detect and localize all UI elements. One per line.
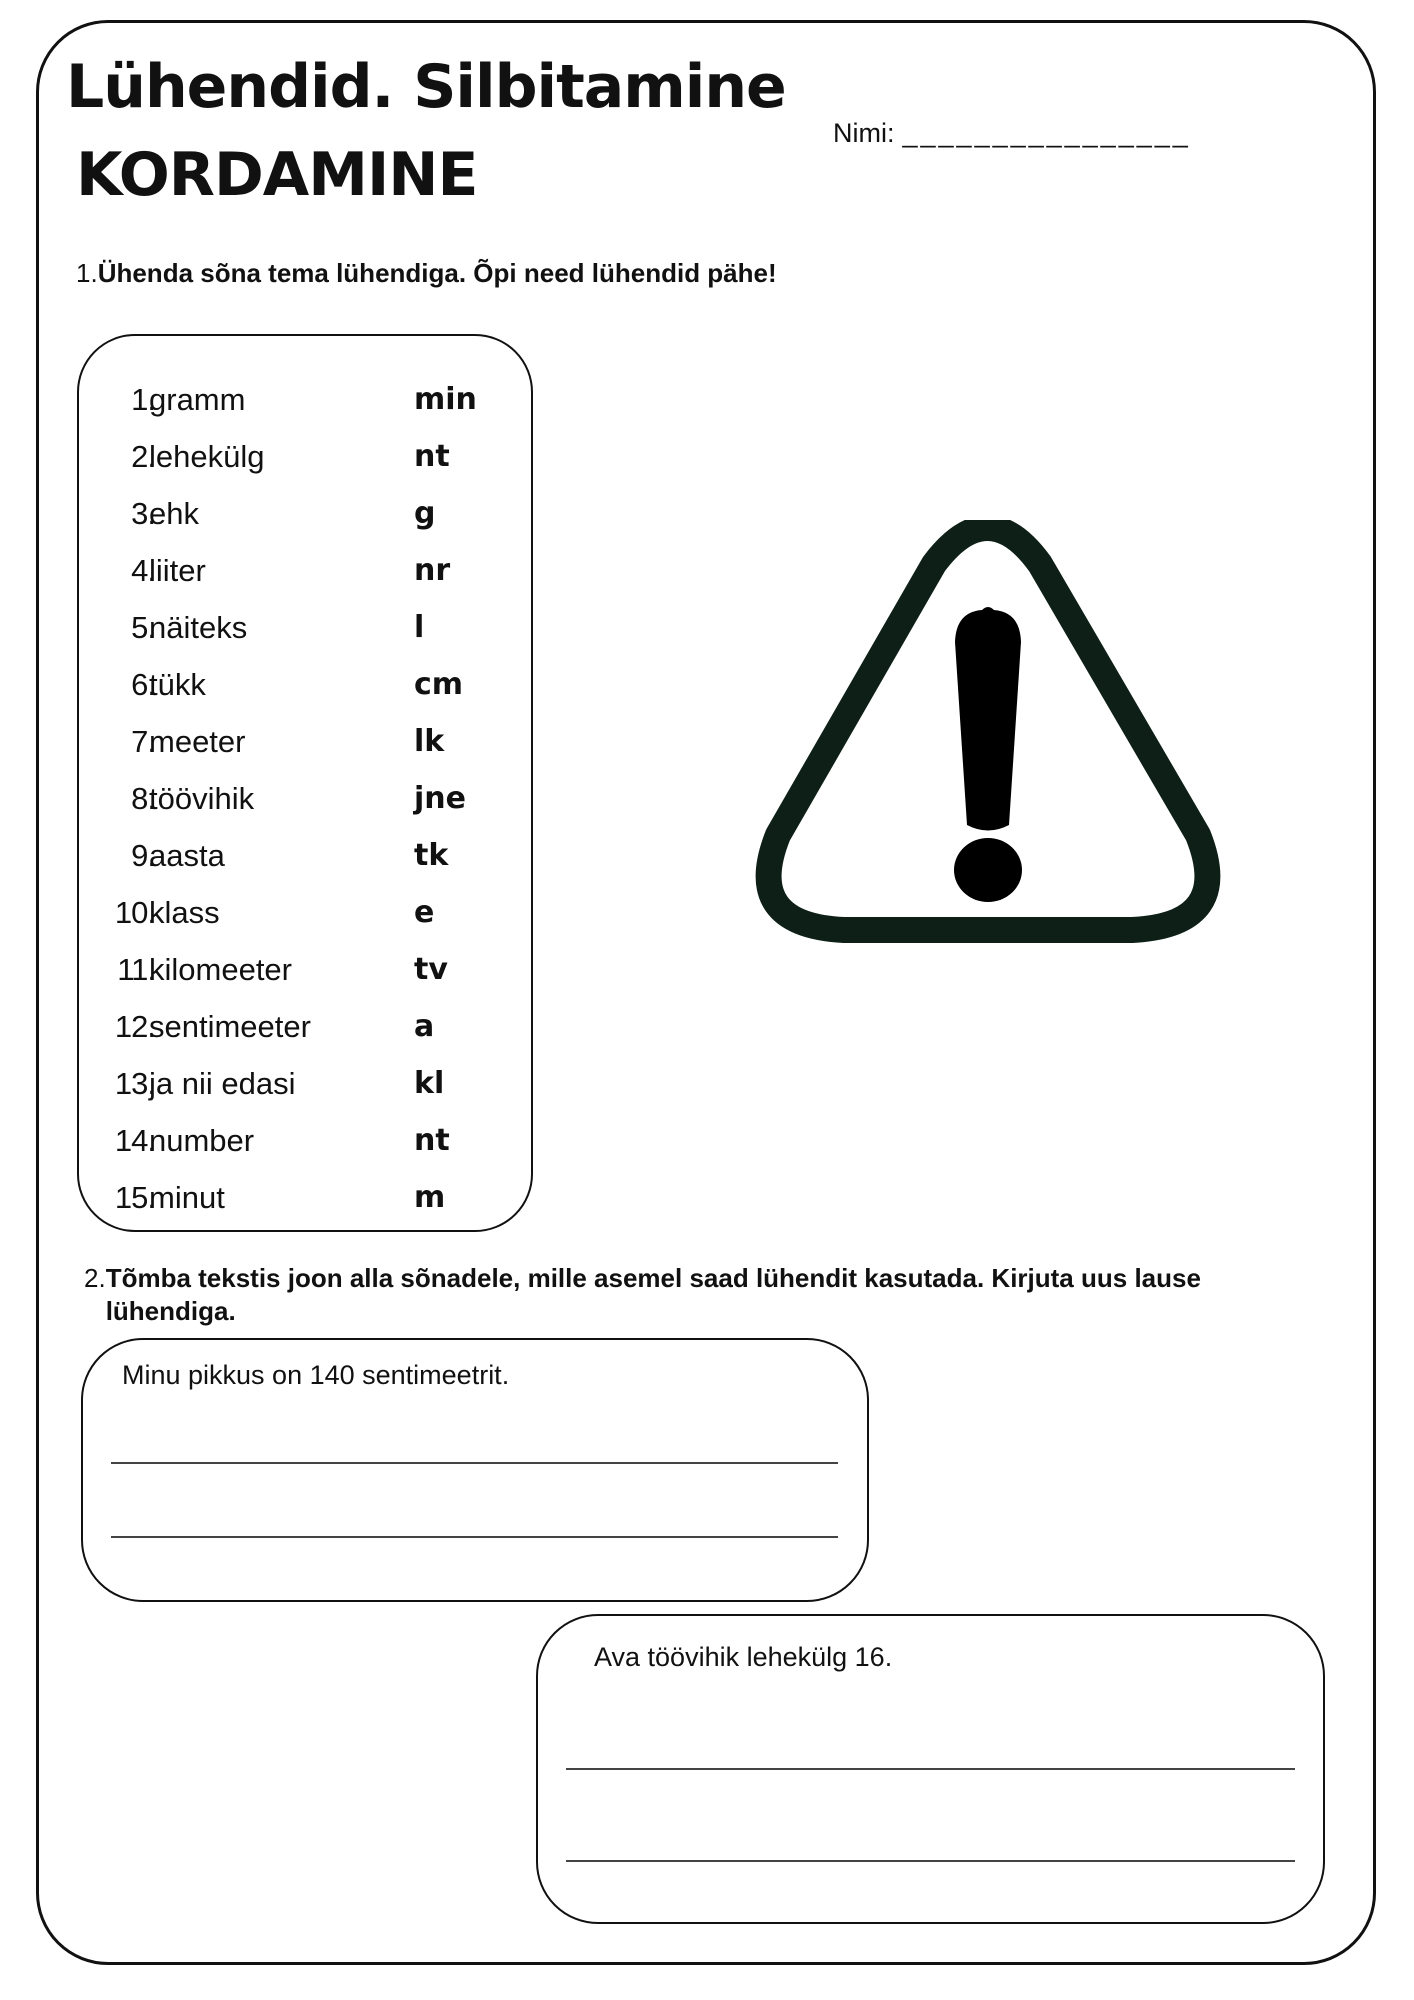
item-abbreviation: cm	[414, 667, 464, 702]
item-abbreviation: tk	[414, 838, 449, 873]
item-abbreviation: e	[414, 895, 435, 930]
item-number: 13.	[114, 1066, 155, 1101]
list-item	[79, 893, 531, 933]
item-abbreviation: tv	[414, 952, 448, 987]
item-number: 2.	[131, 439, 155, 474]
item-number: 14.	[114, 1123, 155, 1158]
item-number: 7.	[131, 724, 155, 759]
warning-triangle-icon	[748, 520, 1228, 960]
item-number: 3.	[131, 496, 155, 531]
item-abbreviation: nt	[414, 1123, 450, 1158]
page-title: Lühendid. Silbitamine	[66, 52, 786, 122]
item-number: 1.	[131, 382, 155, 417]
item-word: gramm	[149, 382, 246, 417]
item-number: 5.	[131, 610, 155, 645]
name-field[interactable]	[833, 118, 1191, 149]
item-word: liiter	[149, 553, 206, 588]
item-number: 4.	[131, 553, 155, 588]
list-item	[79, 665, 531, 705]
task2-instruction: Tõmba tekstis joon alla sõnadele, mille asemel saad lühendit kasutada. Kirjuta uus lause lühendiga.	[105, 1263, 1201, 1326]
matching-list	[77, 334, 533, 1232]
sentence-text[interactable]: Minu pikkus on 140 sentimeetrit.	[122, 1360, 510, 1390]
item-abbreviation: nr	[414, 553, 451, 588]
item-word: näiteks	[149, 610, 248, 645]
item-word: meeter	[149, 724, 246, 759]
list-item	[79, 836, 531, 876]
item-abbreviation: nt	[414, 439, 450, 474]
item-word: klass	[149, 895, 220, 930]
item-number: 15.	[114, 1180, 155, 1215]
item-word: ja nii edasi	[149, 1066, 296, 1101]
item-abbreviation: m	[414, 1180, 446, 1215]
item-word: number	[149, 1123, 255, 1158]
item-abbreviation: a	[414, 1009, 435, 1044]
item-number: 6.	[131, 667, 155, 702]
item-word: minut	[149, 1180, 225, 1215]
name-label: Nimi:	[833, 118, 895, 148]
sentence-box-1	[81, 1338, 869, 1602]
sentence-box-2	[536, 1614, 1325, 1924]
list-item	[79, 779, 531, 819]
list-item	[79, 608, 531, 648]
task1-heading	[76, 258, 777, 289]
task1-instruction: Ühenda sõna tema lühendiga. Õpi need lühendid pähe!	[97, 258, 777, 288]
item-abbreviation: l	[414, 610, 425, 645]
item-abbreviation: g	[414, 496, 436, 531]
answer-line[interactable]	[111, 1462, 838, 1464]
item-abbreviation: kl	[414, 1066, 445, 1101]
answer-line[interactable]	[566, 1860, 1295, 1862]
task2-heading	[84, 1262, 1284, 1328]
item-abbreviation: jne	[414, 781, 466, 816]
list-item	[79, 1121, 531, 1161]
list-item	[79, 551, 531, 591]
item-abbreviation: lk	[414, 724, 445, 759]
sentence-text[interactable]: Ava töövihik lehekülg 16.	[594, 1642, 893, 1672]
item-number: 12.	[114, 1009, 155, 1044]
list-item	[79, 1178, 531, 1218]
name-blank[interactable]: ________________	[902, 118, 1191, 148]
list-item	[79, 437, 531, 477]
list-item	[79, 1064, 531, 1104]
list-item	[79, 494, 531, 534]
answer-line[interactable]	[111, 1536, 838, 1538]
item-number: 9.	[131, 838, 155, 873]
item-word: ehk	[149, 496, 199, 531]
page-subtitle: KORDAMINE	[76, 140, 478, 210]
list-item	[79, 380, 531, 420]
item-number: 8.	[131, 781, 155, 816]
item-abbreviation: min	[414, 382, 477, 417]
item-word: aasta	[149, 838, 225, 873]
list-item	[79, 950, 531, 990]
item-word: tükk	[149, 667, 206, 702]
item-word: töövihik	[149, 781, 255, 816]
answer-line[interactable]	[566, 1768, 1295, 1770]
item-number: 11.	[117, 952, 155, 987]
task1-number: 1.	[76, 258, 98, 288]
list-item	[79, 722, 531, 762]
list-item	[79, 1007, 531, 1047]
item-word: kilomeeter	[149, 952, 292, 987]
item-word: lehekülg	[149, 439, 265, 474]
task2-number: 2.	[84, 1263, 106, 1293]
item-number: 10.	[114, 895, 155, 930]
item-word: sentimeeter	[149, 1009, 311, 1044]
